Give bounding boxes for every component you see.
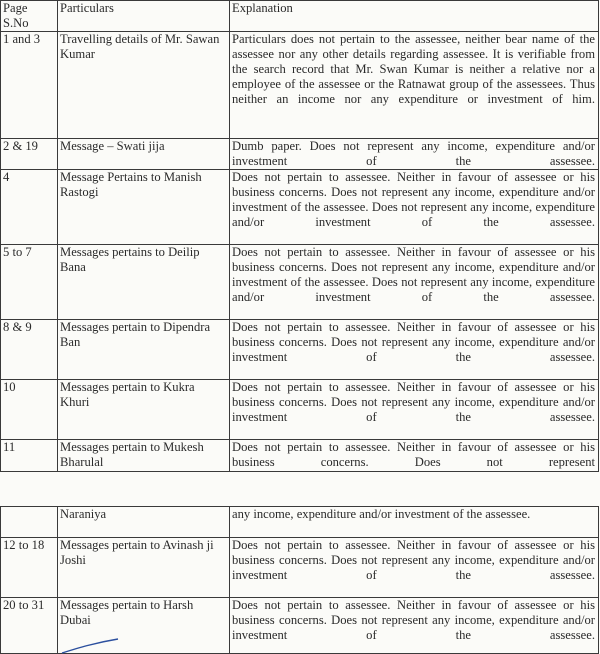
table-row (1, 380, 599, 440)
header-row (1, 1, 599, 32)
table-row (1, 507, 599, 538)
cell-particulars: Travelling details of Mr. Sawan Kumar (58, 32, 230, 139)
cell-page: 8 & 9 (1, 320, 58, 380)
cell-page: 4 (1, 170, 58, 245)
cell-page: 10 (1, 380, 58, 440)
cell-explanation: Does not pertain to assessee. Neither in favour of assessee or his business concerns. Does not represent any income, expenditure and/or investment of the assessee. Does not represent any income, expenditure and/or investment of the assessee. (230, 245, 599, 320)
cell-explanation: Does not pertain to assessee. Neither in favour of assessee or his business concerns. Does not represent (230, 440, 599, 472)
table-row (1, 32, 599, 139)
cell-page (1, 507, 58, 538)
table-row (1, 139, 599, 170)
cell-particulars: Messages pertain to Avinash ji Joshi (58, 538, 230, 598)
cell-particulars: Messages pertains to Deilip Bana (58, 245, 230, 320)
cell-particulars: Naraniya (58, 507, 230, 538)
cell-page: 11 (1, 440, 58, 472)
cell-page: 1 and 3 (1, 32, 58, 139)
cell-particulars: Messages pertain to Mukesh Bharulal (58, 440, 230, 472)
cell-explanation: Dumb paper. Does not represent any income, expenditure and/or investment of the assessee. (230, 139, 599, 170)
header-page: Page S.No (1, 1, 58, 32)
cell-page: 20 to 31 (1, 598, 58, 654)
cell-page: 2 & 19 (1, 139, 58, 170)
table-row (1, 170, 599, 245)
cell-explanation: Particulars does not pertain to the assessee, neither bear name of the assessee nor any other details regarding assessee. It is verifiable from the search record that Mr. Swan Kumar is neither a relative nor a employee of the assessee or the Ratnawat group of the assessees. Thus neither an income nor any expenditure or investment of him. (230, 32, 599, 139)
explanation-table-part-2 (0, 506, 599, 654)
cell-particulars: Messages pertain to Kukra Khuri (58, 380, 230, 440)
table-row (1, 538, 599, 598)
header-particulars: Particulars (58, 1, 230, 32)
cell-explanation: Does not pertain to assessee. Neither in favour of assessee or his business concerns. Does not represent any income, expenditure and/or investment of the assessee. (230, 598, 599, 654)
cell-particulars: Message Pertains to Manish Rastogi (58, 170, 230, 245)
header-explanation: Explanation (230, 1, 599, 32)
cell-page: 5 to 7 (1, 245, 58, 320)
cell-particulars: Messages pertain to Dipendra Ban (58, 320, 230, 380)
table-row (1, 440, 599, 472)
cell-explanation: any income, expenditure and/or investment of the assessee. (230, 507, 599, 538)
cell-explanation: Does not pertain to assessee. Neither in favour of assessee or his business concerns. Does not represent any income, expenditure and/or investment of the assessee. (230, 380, 599, 440)
cell-explanation: Does not pertain to assessee. Neither in favour of assessee or his business concerns. Does not represent any income, expenditure and/or investment of the assessee. Does not represent any income, expenditure and/or investment of the assessee. (230, 170, 599, 245)
table-row (1, 245, 599, 320)
cell-page: 12 to 18 (1, 538, 58, 598)
cell-particulars: Messages pertain to Harsh Dubai (58, 598, 230, 654)
table-row (1, 320, 599, 380)
cell-explanation: Does not pertain to assessee. Neither in favour of assessee or his business concerns. Does not represent any income, expenditure and/or investment of the assessee. (230, 320, 599, 380)
cell-explanation: Does not pertain to assessee. Neither in favour of assessee or his business concerns. Does not represent any income, expenditure and/or investment of the assessee. (230, 538, 599, 598)
pen-stroke-mark (60, 638, 120, 654)
cell-particulars: Message – Swati jija (58, 139, 230, 170)
